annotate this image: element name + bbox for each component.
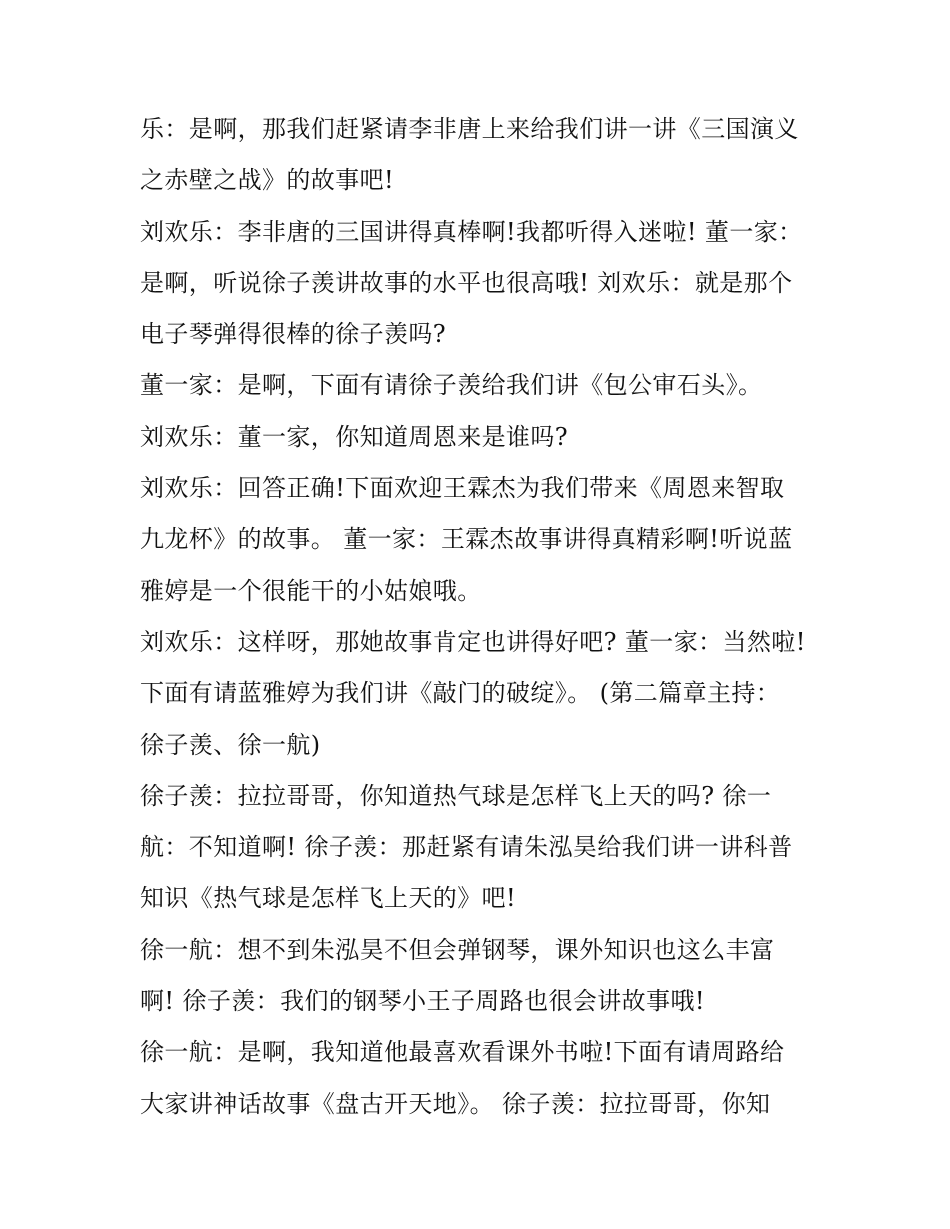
text-line-5: 电子琴弹得很棒的徐子羡吗? [140, 320, 447, 349]
text-line-3: 刘欢乐：李非唐的三国讲得真棒啊!我都听得入迷啦! 董一家： [140, 217, 803, 246]
text-line-13: 徐子羡、徐一航) [140, 730, 321, 759]
text-line-1: 乐：是啊，那我们赶紧请李非唐上来给我们讲一讲《三国演义 [140, 115, 799, 143]
text-line-7: 刘欢乐：董一家，你知道周恩来是谁吗? [140, 422, 569, 451]
text-line-2: 之赤壁之战》的故事吧! [140, 166, 395, 195]
text-line-14: 徐子羡：拉拉哥哥，你知道热气球是怎样飞上天的吗? 徐一 [140, 781, 772, 810]
text-line-10: 雅婷是一个很能干的小姑娘哦。 [140, 576, 482, 605]
text-line-19: 徐一航：是啊，我知道他最喜欢看课外书啦!下面有请周路给 [140, 1038, 785, 1067]
text-line-8: 刘欢乐：回答正确!下面欢迎王霖杰为我们带来《周恩来智取 [140, 474, 785, 503]
document-body [140, 104, 820, 1130]
text-line-16: 知识《热气球是怎样飞上天的》吧! [140, 884, 517, 913]
text-line-17: 徐一航：想不到朱泓昊不但会弹钢琴，课外知识也这么丰富 [140, 935, 775, 964]
text-line-20: 大家讲神话故事《盘古开天地》。 徐子羡：拉拉哥哥，你知 [140, 1089, 771, 1118]
text-line-12: 下面有请蓝雅婷为我们讲《敲门的破绽》。 (第二篇章主持： [140, 679, 781, 708]
text-line-18: 啊! 徐子羡：我们的钢琴小王子周路也很会讲故事哦! [140, 987, 705, 1016]
text-line-6: 董一家：是啊，下面有请徐子羡给我们讲《包公审石头》。 [140, 371, 763, 400]
text-line-9: 九龙杯》的故事。 董一家：王霖杰故事讲得真精彩啊!听说蓝 [140, 525, 793, 554]
text-line-4: 是啊，听说徐子羡讲故事的水平也很高哦! 刘欢乐：就是那个 [140, 268, 793, 297]
text-line-15: 航：不知道啊! 徐子羡：那赶紧有请朱泓昊给我们讲一讲科普 [140, 833, 793, 862]
text-line-11: 刘欢乐：这样呀，那她故事肯定也讲得好吧? 董一家：当然啦! [140, 627, 806, 656]
